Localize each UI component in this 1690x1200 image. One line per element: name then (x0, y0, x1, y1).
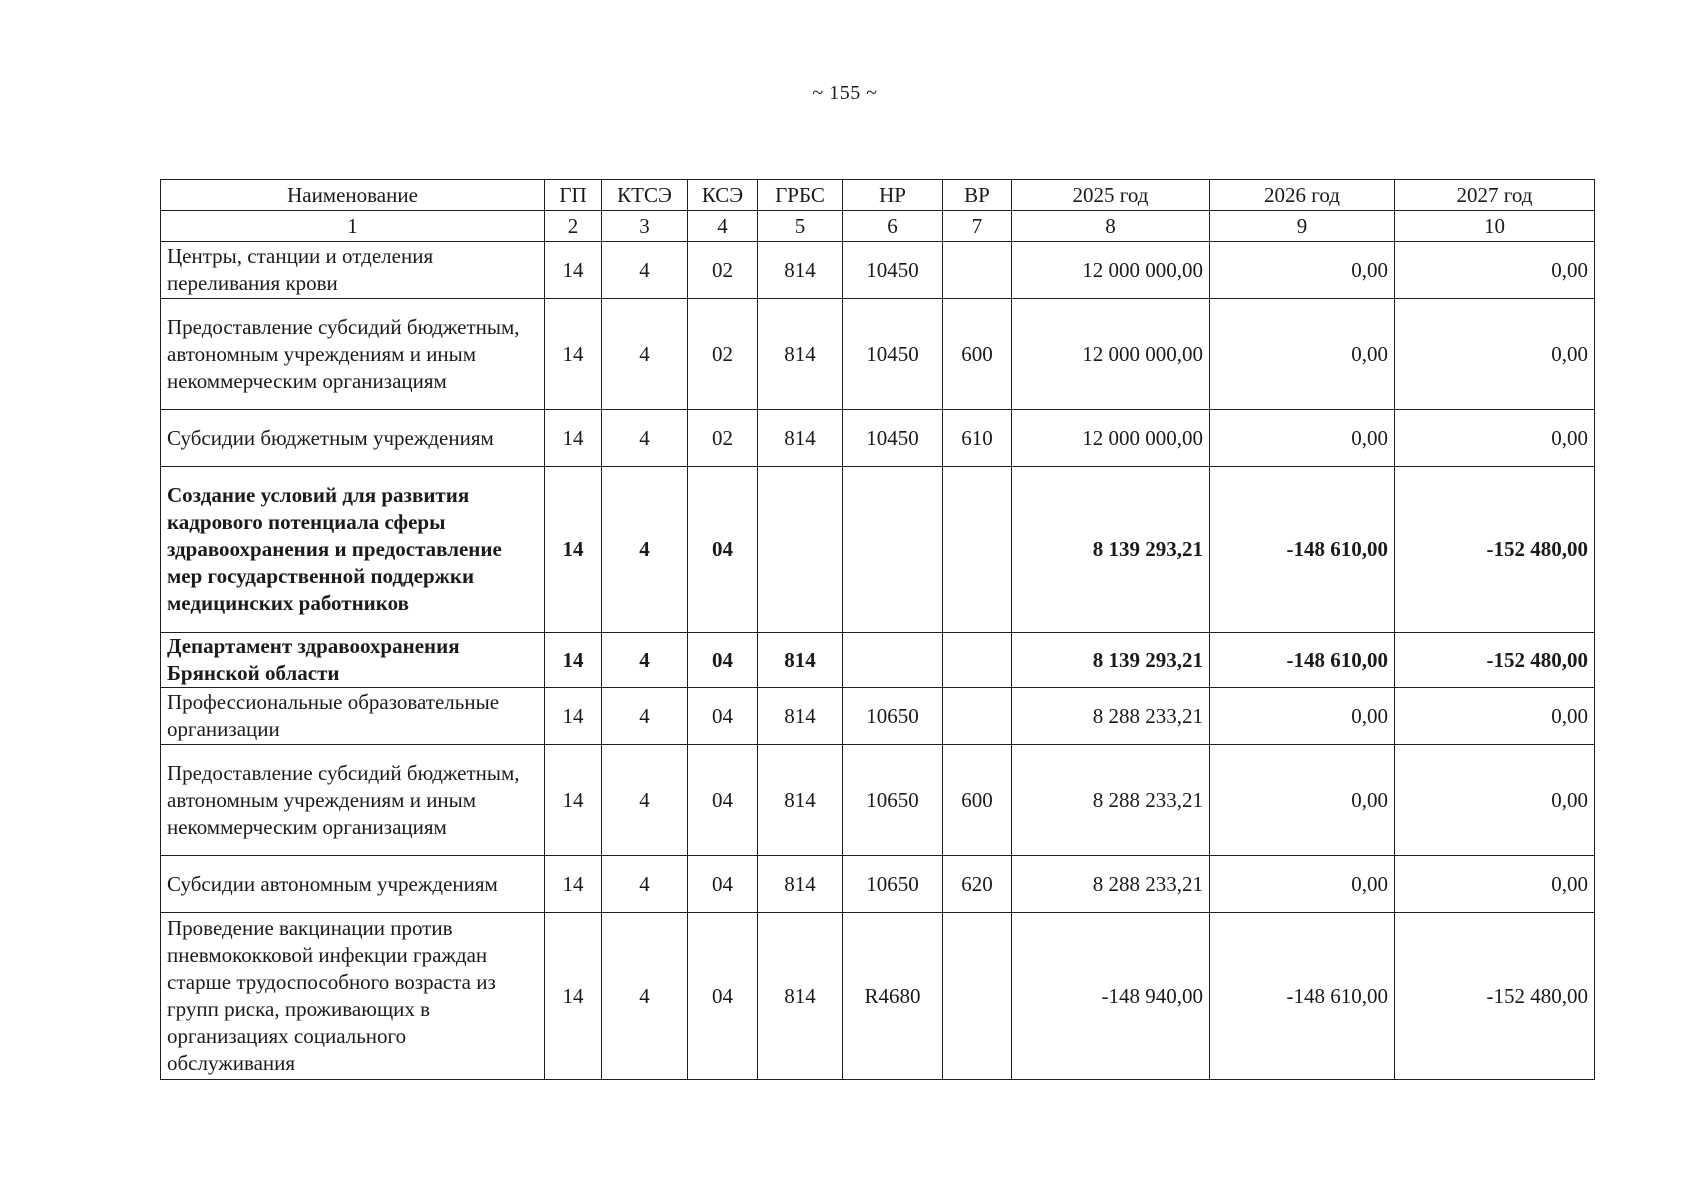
cell-grbs (758, 467, 843, 633)
cell-2025: -148 940,00 (1012, 913, 1210, 1080)
table-header-row (161, 180, 1595, 211)
cell-vr (943, 242, 1012, 299)
column-number: 4 (688, 211, 758, 242)
cell-2027: -152 480,00 (1395, 913, 1595, 1080)
column-number: 6 (843, 211, 943, 242)
cell-gp: 14 (545, 856, 602, 913)
cell-ktse: 4 (602, 299, 688, 410)
cell-vr: 620 (943, 856, 1012, 913)
cell-kse: 02 (688, 299, 758, 410)
cell-kse: 02 (688, 242, 758, 299)
header-vr: ВР (943, 180, 1012, 211)
table-row (161, 913, 1595, 1080)
cell-2026: -148 610,00 (1210, 467, 1395, 633)
cell-2025: 8 139 293,21 (1012, 467, 1210, 633)
cell-grbs: 814 (758, 299, 843, 410)
column-number: 8 (1012, 211, 1210, 242)
cell-ktse: 4 (602, 745, 688, 856)
table-row (161, 242, 1595, 299)
column-number: 3 (602, 211, 688, 242)
cell-gp: 14 (545, 410, 602, 467)
cell-name: Департамент здравоохранения Брянской области (161, 633, 545, 688)
cell-2025: 12 000 000,00 (1012, 299, 1210, 410)
cell-2026: -148 610,00 (1210, 633, 1395, 688)
cell-kse: 04 (688, 633, 758, 688)
table-row (161, 299, 1595, 410)
cell-vr: 600 (943, 299, 1012, 410)
header-name: Наименование (161, 180, 545, 211)
cell-grbs: 814 (758, 410, 843, 467)
table-row (161, 467, 1595, 633)
header-gp: ГП (545, 180, 602, 211)
cell-name: Центры, станции и отделения переливания крови (161, 242, 545, 299)
column-number-row (161, 211, 1595, 242)
cell-2026: 0,00 (1210, 299, 1395, 410)
column-number: 2 (545, 211, 602, 242)
cell-nr: 10450 (843, 242, 943, 299)
cell-2026: 0,00 (1210, 242, 1395, 299)
cell-kse: 04 (688, 467, 758, 633)
header-grbs: ГРБС (758, 180, 843, 211)
cell-kse: 04 (688, 856, 758, 913)
cell-gp: 14 (545, 745, 602, 856)
page-number: ~ 155 ~ (812, 82, 878, 104)
cell-nr: 10650 (843, 688, 943, 745)
cell-vr: 600 (943, 745, 1012, 856)
cell-2025: 8 139 293,21 (1012, 633, 1210, 688)
cell-name: Профессиональные образовательные организации (161, 688, 545, 745)
cell-ktse: 4 (602, 633, 688, 688)
header-kse: КСЭ (688, 180, 758, 211)
cell-grbs: 814 (758, 242, 843, 299)
table-row (161, 633, 1595, 688)
cell-2026: 0,00 (1210, 410, 1395, 467)
cell-2025: 8 288 233,21 (1012, 688, 1210, 745)
cell-2025: 8 288 233,21 (1012, 856, 1210, 913)
cell-grbs: 814 (758, 745, 843, 856)
header-ktse: КТСЭ (602, 180, 688, 211)
table-row (161, 688, 1595, 745)
cell-kse: 04 (688, 688, 758, 745)
cell-gp: 14 (545, 633, 602, 688)
cell-gp: 14 (545, 688, 602, 745)
cell-nr: R4680 (843, 913, 943, 1080)
cell-ktse: 4 (602, 242, 688, 299)
cell-vr (943, 688, 1012, 745)
cell-2026: 0,00 (1210, 688, 1395, 745)
cell-ktse: 4 (602, 688, 688, 745)
column-number: 5 (758, 211, 843, 242)
cell-grbs: 814 (758, 688, 843, 745)
cell-kse: 04 (688, 745, 758, 856)
budget-table (160, 179, 1595, 1080)
cell-grbs: 814 (758, 633, 843, 688)
cell-2025: 8 288 233,21 (1012, 745, 1210, 856)
table-row (161, 856, 1595, 913)
cell-2026: 0,00 (1210, 745, 1395, 856)
cell-2025: 12 000 000,00 (1012, 242, 1210, 299)
cell-ktse: 4 (602, 856, 688, 913)
header-nr: НР (843, 180, 943, 211)
table-row (161, 410, 1595, 467)
cell-nr: 10650 (843, 856, 943, 913)
cell-vr (943, 633, 1012, 688)
column-number: 9 (1210, 211, 1395, 242)
cell-nr: 10650 (843, 745, 943, 856)
table-body (161, 242, 1595, 1080)
cell-name: Проведение вакцинации против пневмококковой инфекции граждан старше трудоспособного возраста из групп риска, проживающих в организациях социального обслуживания (161, 913, 545, 1080)
header-2026: 2026 год (1210, 180, 1395, 211)
cell-gp: 14 (545, 467, 602, 633)
cell-name: Субсидии автономным учреждениям (161, 856, 545, 913)
cell-name: Предоставление субсидий бюджетным, автономным учреждениям и иным некоммерческим организациям (161, 745, 545, 856)
cell-nr (843, 467, 943, 633)
cell-2027: -152 480,00 (1395, 467, 1595, 633)
cell-gp: 14 (545, 242, 602, 299)
cell-nr: 10450 (843, 410, 943, 467)
cell-ktse: 4 (602, 467, 688, 633)
header-2025: 2025 год (1012, 180, 1210, 211)
cell-2027: 0,00 (1395, 299, 1595, 410)
cell-vr (943, 467, 1012, 633)
cell-2027: -152 480,00 (1395, 633, 1595, 688)
cell-ktse: 4 (602, 913, 688, 1080)
cell-grbs: 814 (758, 856, 843, 913)
cell-gp: 14 (545, 913, 602, 1080)
cell-nr (843, 633, 943, 688)
cell-2025: 12 000 000,00 (1012, 410, 1210, 467)
column-number: 10 (1395, 211, 1595, 242)
table-row (161, 745, 1595, 856)
cell-vr (943, 913, 1012, 1080)
cell-2026: -148 610,00 (1210, 913, 1395, 1080)
cell-grbs: 814 (758, 913, 843, 1080)
cell-kse: 02 (688, 410, 758, 467)
cell-kse: 04 (688, 913, 758, 1080)
column-number: 7 (943, 211, 1012, 242)
column-number: 1 (161, 211, 545, 242)
cell-name: Предоставление субсидий бюджетным, автономным учреждениям и иным некоммерческим организациям (161, 299, 545, 410)
cell-2027: 0,00 (1395, 688, 1595, 745)
cell-name: Создание условий для развития кадрового потенциала сферы здравоохранения и предоставление мер государственной поддержки медицинских работников (161, 467, 545, 633)
cell-gp: 14 (545, 299, 602, 410)
cell-2027: 0,00 (1395, 745, 1595, 856)
cell-2027: 0,00 (1395, 856, 1595, 913)
cell-name: Субсидии бюджетным учреждениям (161, 410, 545, 467)
cell-vr: 610 (943, 410, 1012, 467)
cell-2026: 0,00 (1210, 856, 1395, 913)
cell-2027: 0,00 (1395, 410, 1595, 467)
cell-ktse: 4 (602, 410, 688, 467)
cell-2027: 0,00 (1395, 242, 1595, 299)
cell-nr: 10450 (843, 299, 943, 410)
header-2027: 2027 год (1395, 180, 1595, 211)
